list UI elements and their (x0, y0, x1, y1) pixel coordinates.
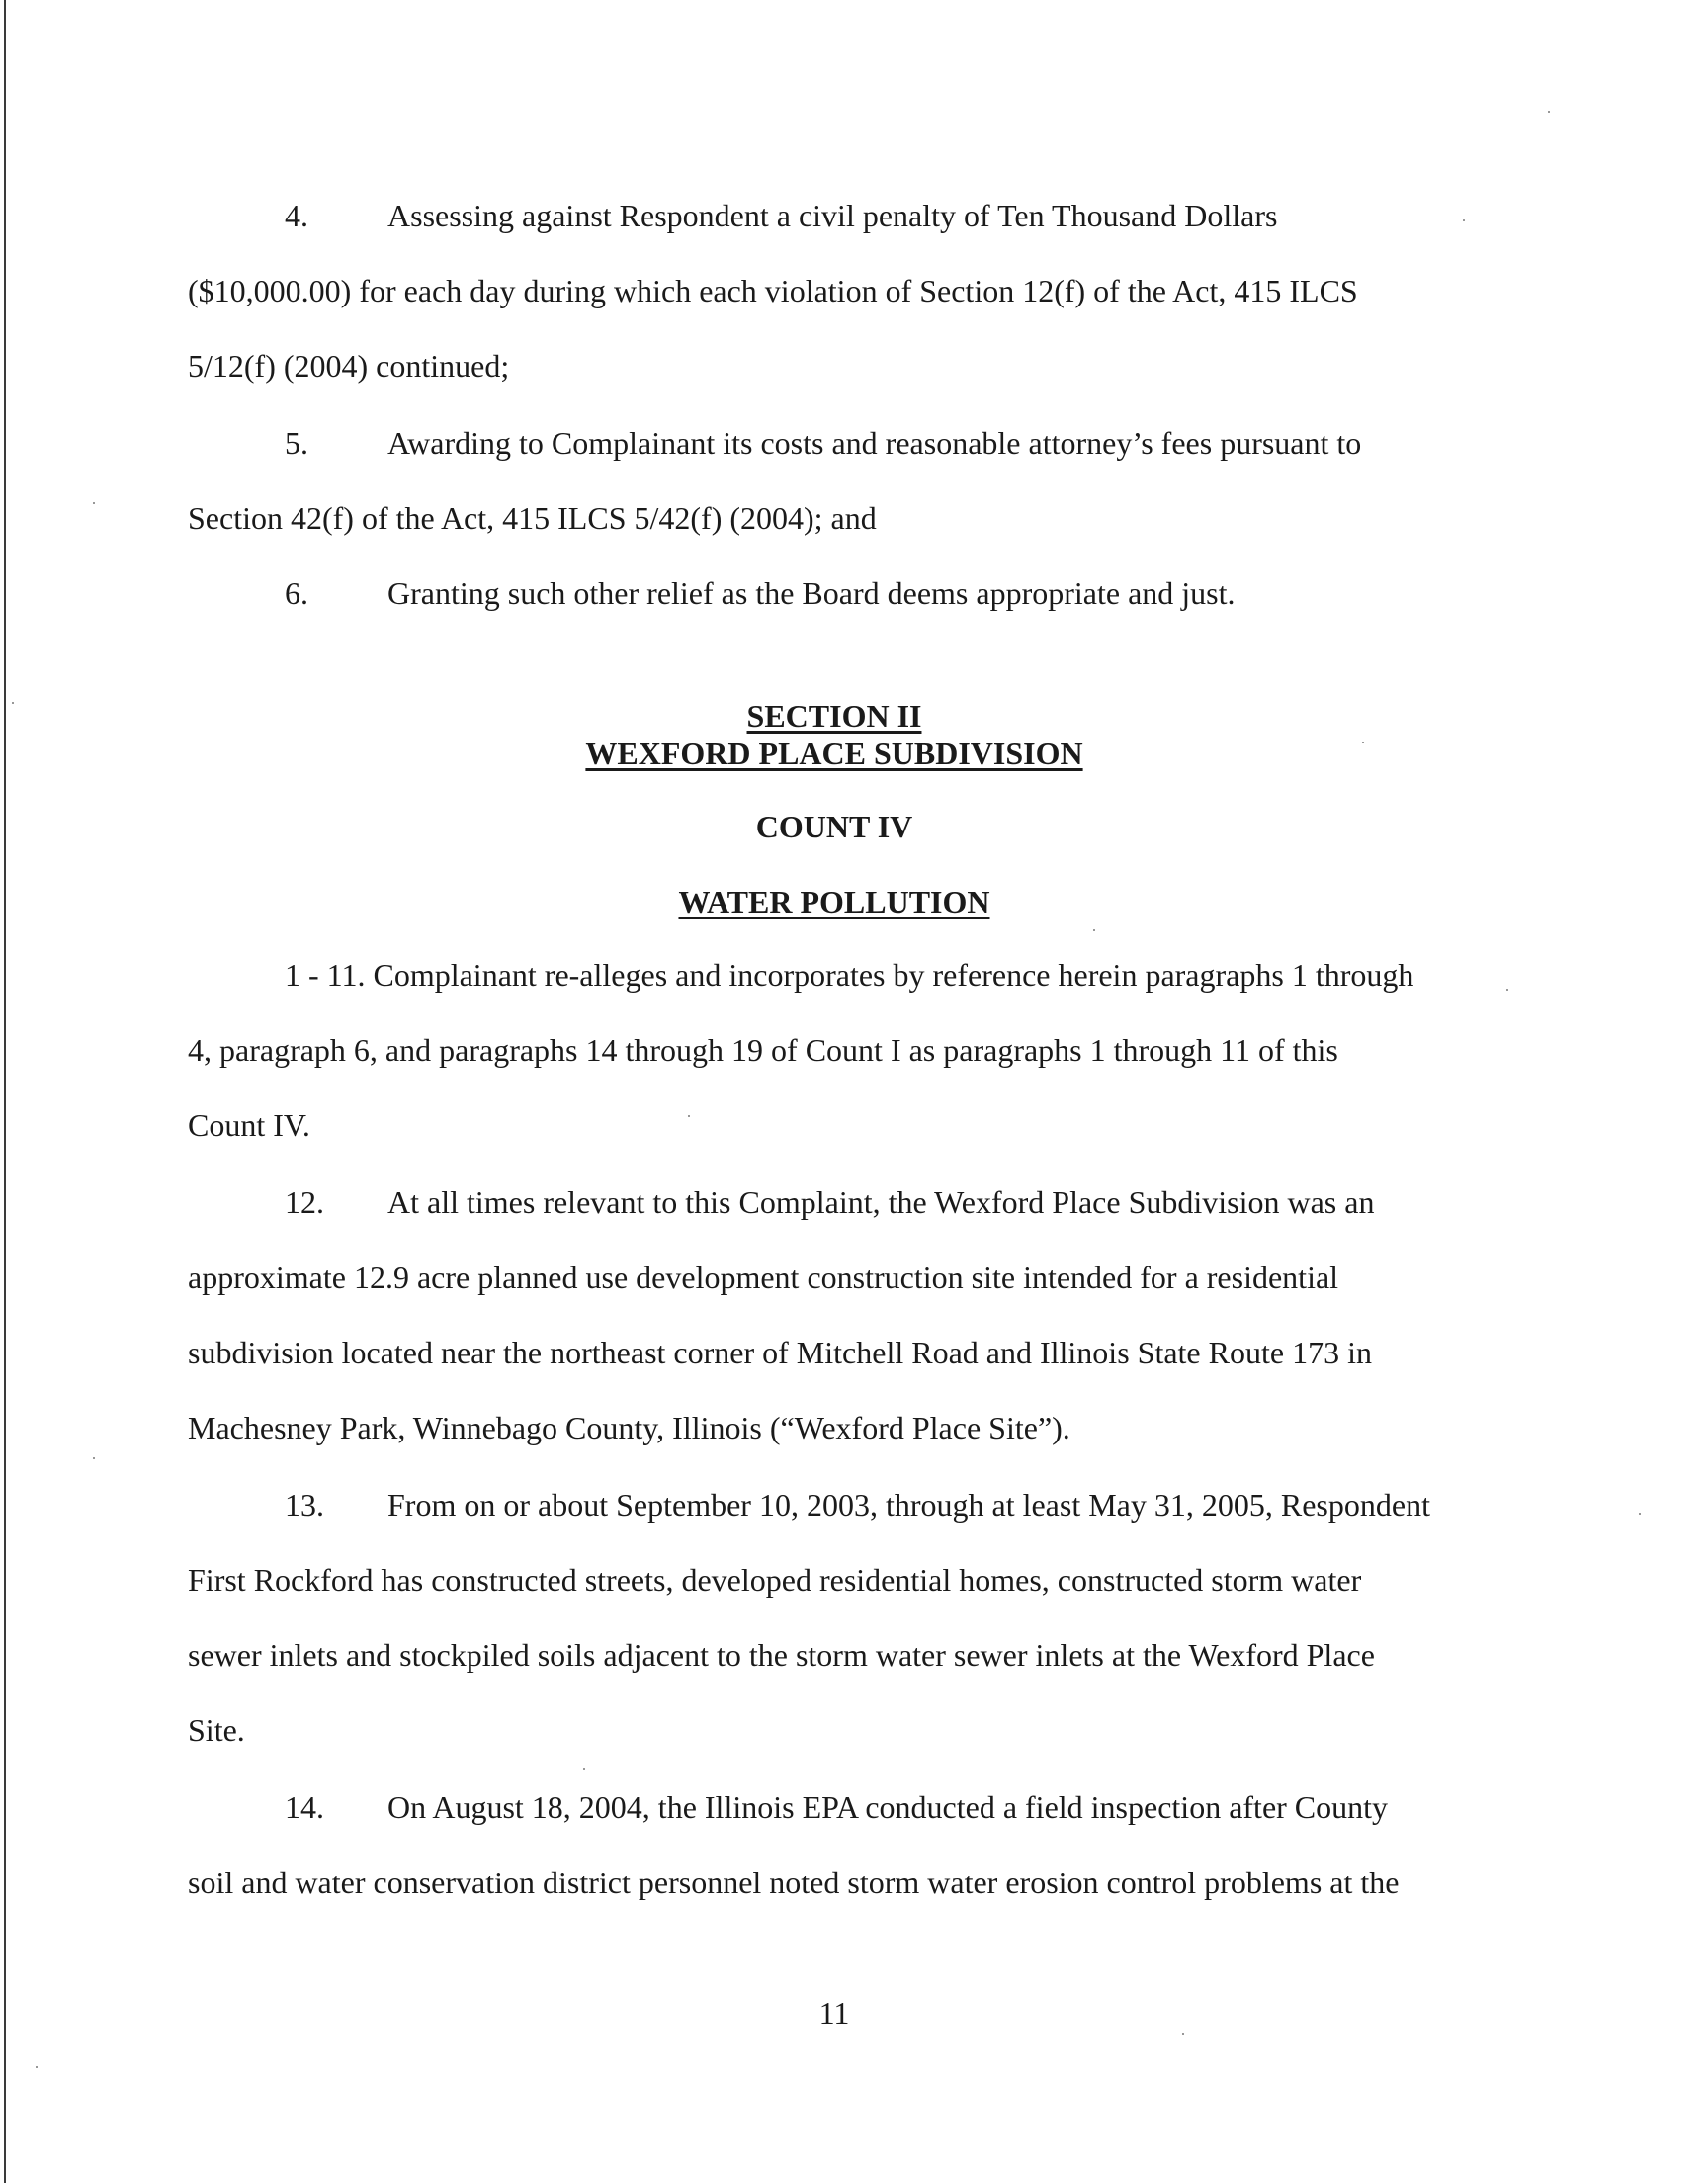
paragraph-1-11-line-2: 4, paragraph 6, and paragraphs 14 through 19 of Count I as paragraphs 1 through 11 of this (188, 1032, 1338, 1068)
scan-speck (688, 1115, 690, 1117)
paragraph-14-line-2: soil and water conservation district personnel noted storm water erosion control problems at the (188, 1865, 1400, 1900)
topic-heading: WATER POLLUTION (678, 884, 990, 919)
paragraph-12-line-1: At all times relevant to this Complaint, the Wexford Place Subdivision was an (387, 1184, 1375, 1220)
paragraph-4-line-3: 5/12(f) (2004) continued; (188, 348, 510, 384)
paragraph-4-number: 4. (285, 198, 308, 233)
paragraph-13-number: 13. (285, 1487, 324, 1523)
paragraph-13-line-1: From on or about September 10, 2003, through at least May 31, 2005, Respondent (387, 1487, 1430, 1523)
paragraph-13-line-2: First Rockford has constructed streets, developed residential homes, constructed storm water (188, 1562, 1362, 1598)
scan-speck (93, 502, 95, 504)
paragraph-4-line-1: Assessing against Respondent a civil penalty of Ten Thousand Dollars (387, 198, 1278, 233)
paragraph-5-number: 5. (285, 425, 308, 461)
paragraph-12-line-3: subdivision located near the northeast corner of Mitchell Road and Illinois State Route 173 in (188, 1335, 1372, 1370)
paragraph-14-line-1: On August 18, 2004, the Illinois EPA conducted a field inspection after County (387, 1790, 1389, 1825)
scan-speck (93, 1457, 95, 1459)
paragraph-12-line-2: approximate 12.9 acre planned use development construction site intended for a residential (188, 1260, 1339, 1295)
scan-speck (1463, 219, 1465, 221)
scan-speck (583, 1768, 585, 1770)
page-number: 11 (818, 1995, 850, 2031)
section-heading: SECTION II (746, 698, 922, 734)
scan-speck (1093, 929, 1095, 931)
paragraph-14-number: 14. (285, 1790, 324, 1825)
count-heading: COUNT IV (755, 809, 913, 844)
paragraph-6-line-1: Granting such other relief as the Board deems appropriate and just. (387, 575, 1236, 611)
paragraph-13-line-3: sewer inlets and stockpiled soils adjacent to the storm water sewer inlets at the Wexford Place (188, 1637, 1375, 1673)
scan-speck (1362, 742, 1364, 743)
subdivision-heading: WEXFORD PLACE SUBDIVISION (585, 736, 1083, 771)
scan-speck (1506, 989, 1508, 991)
paragraph-13-line-4: Site. (188, 1712, 245, 1748)
paragraph-1-11-line-3: Count IV. (188, 1107, 310, 1143)
paragraph-5-line-2: Section 42(f) of the Act, 415 ILCS 5/42(f) (2004); and (188, 500, 877, 536)
scan-speck (1548, 111, 1550, 113)
paragraph-12-line-4: Machesney Park, Winnebago County, Illinois (“Wexford Place Site”). (188, 1410, 1070, 1445)
paragraph-6-number: 6. (285, 575, 308, 611)
paragraph-5-line-1: Awarding to Complainant its costs and reasonable attorney’s fees pursuant to (387, 425, 1362, 461)
scan-speck (1182, 2033, 1184, 2035)
scan-speck (1639, 1513, 1641, 1515)
scan-speck (12, 702, 14, 704)
paragraph-4-line-2: ($10,000.00) for each day during which each violation of Section 12(f) of the Act, 415 ILCS (188, 273, 1358, 308)
paragraph-12-number: 12. (285, 1184, 324, 1220)
scan-edge-line (4, 0, 6, 2183)
paragraph-1-11-line-1: 1 - 11. Complainant re-alleges and incorporates by reference herein paragraphs 1 through (285, 957, 1414, 993)
scan-speck (36, 2066, 38, 2068)
